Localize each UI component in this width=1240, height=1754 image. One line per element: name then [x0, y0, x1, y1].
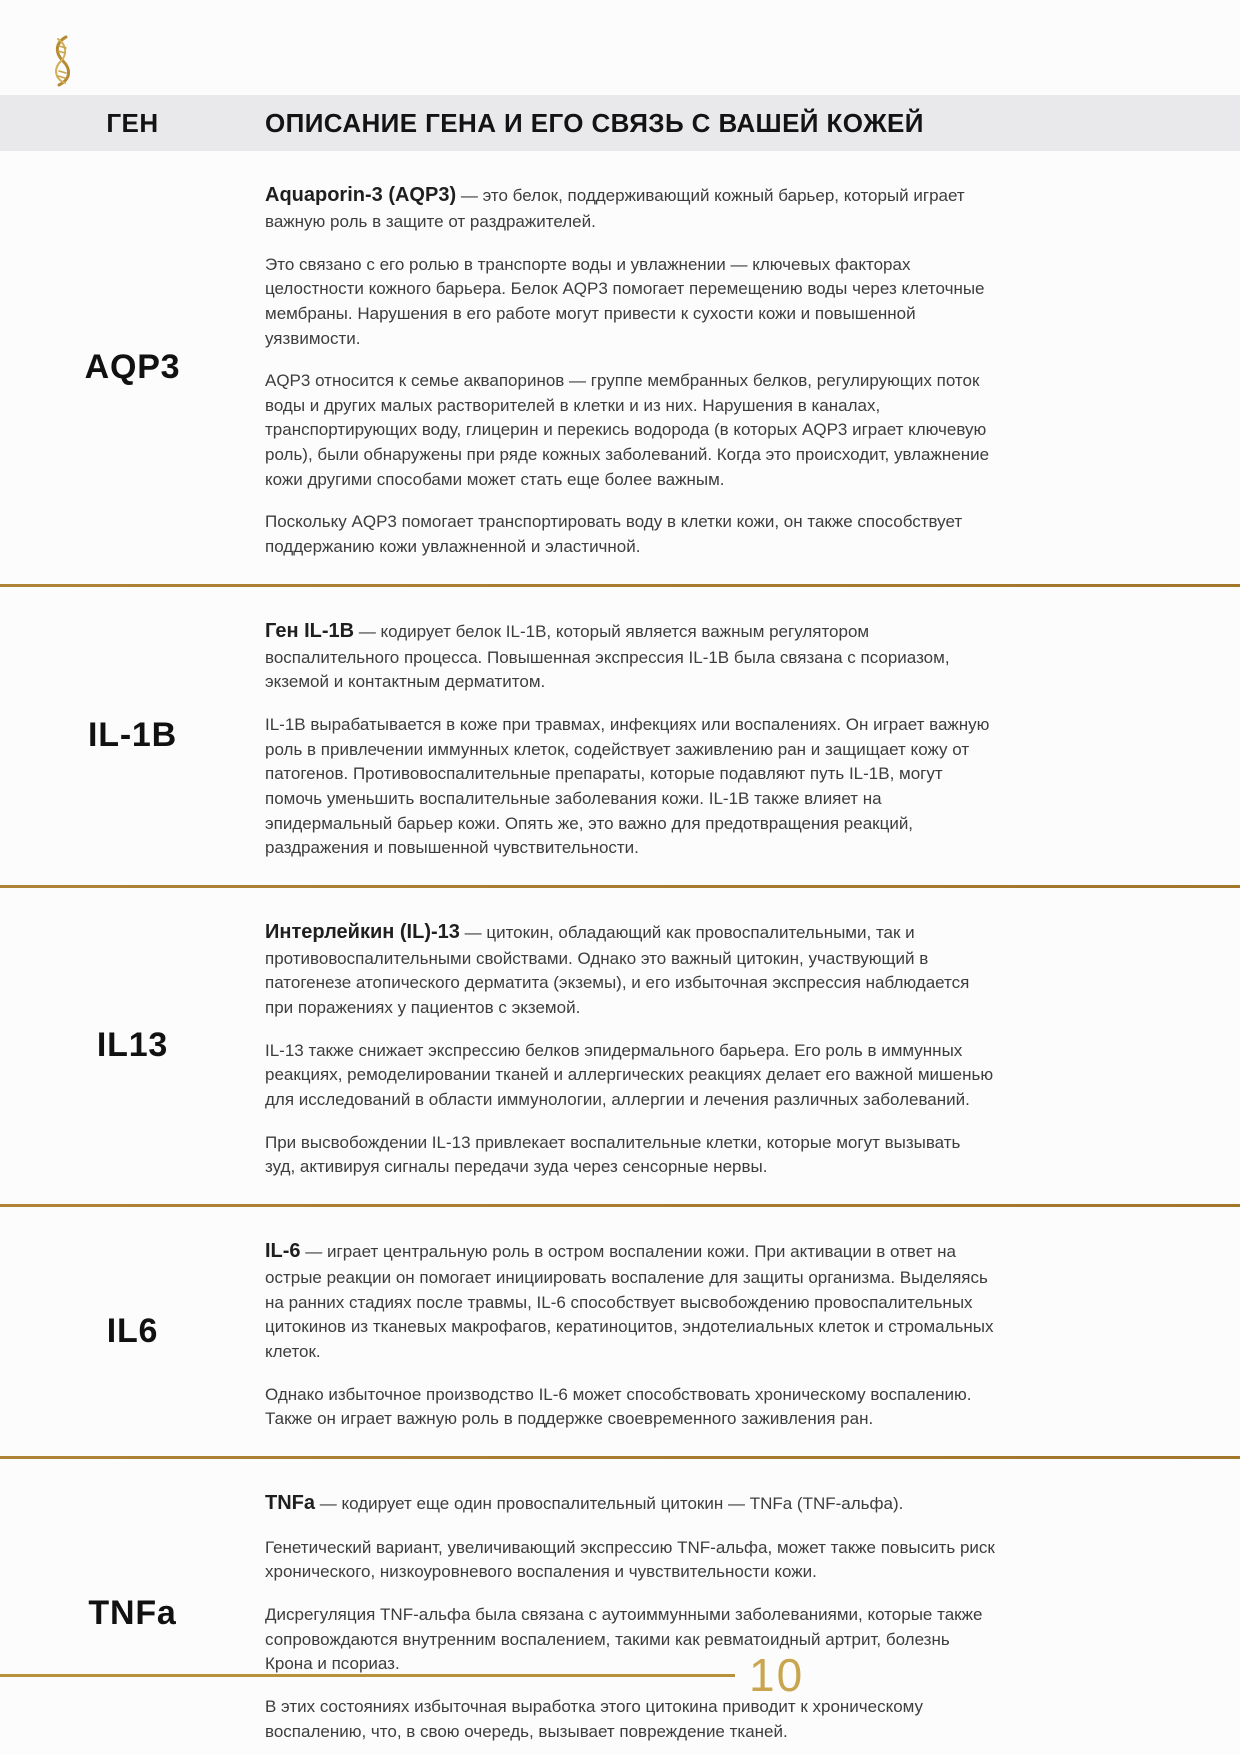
gene-name-cell	[0, 1207, 265, 1456]
paragraph-text: Однако избыточное производство IL-6 может способствовать хроническому воспалению. Также он играет важную роль в поддержке своевременного заживления ран.	[265, 1384, 972, 1429]
paragraph-text: — играет центральную роль в остром воспалении кожи. При активации в ответ на острые реакции он помогает инициировать воспаление для защиты организма. Выделяясь на ранних стадиях после травмы, IL-6 способствует высвобождению провоспалительных цитокинов из тканевых макрофагов, кератиноцитов, эндотелиальных клеток и стромальных клеток.	[265, 1241, 994, 1361]
description-paragraph	[265, 1131, 995, 1180]
paragraph-text: — кодирует белок IL-1B, который является важным регулятором воспалительного процесса. Повышенная экспрессия IL-1B была связана с псориазом, экземой и контактным дерматитом.	[265, 621, 950, 692]
dna-helix-logo-icon	[46, 34, 78, 88]
gene-section-il6	[0, 1207, 1240, 1456]
gene-column-header: ГЕН	[106, 107, 159, 138]
paragraph-text: AQP3 относится к семье аквапоринов — группе мембранных белков, регулирующих поток воды и других малых растворителей в клетки и из них. Нарушения в каналах, транспортирующих воду, глицерин и перекись водорода (в которых AQP3 играет ключевую роль), были обнаружены при ряде кожных заболеваний. Когда это происходит, увлажнение кожи другими способами может стать еще более важным.	[265, 371, 990, 489]
paragraph-text: Дисрегуляция TNF-альфа была связана с аутоиммунными заболеваниями, которые также сопровождаются внутренним воспалением, такими как ревматоидный артрит, болезнь Крона и псориаз.	[265, 1605, 983, 1674]
description-paragraph	[265, 1489, 995, 1518]
gene-section-tnfa	[0, 1459, 1240, 1754]
gene-name: IL-1B	[88, 716, 177, 755]
description-paragraph	[265, 1383, 995, 1432]
paragraph-text: Это связано с его ролью в транспорте воды и увлажнении — ключевых факторах целостности кожного барьера. Белок AQP3 помогает перемещению воды через клеточные мембраны. Нарушения в его работе могут привести к сухости кожи и повышенной уязвимости.	[265, 254, 985, 348]
page-footer	[0, 1648, 1240, 1702]
paragraph-text: — цитокин, обладающий как провоспалительными, так и противовоспалительными свойствами. Однако это важный цитокин, участвующий в патогенезе атопического дерматита (экземы), и его избыточная экспрессия наблюдается при поражениях у пациентов с экземой.	[265, 922, 970, 1018]
paragraph-text: IL-13 также снижает экспрессию белков эпидермального барьера. Его роль в иммунных реакциях, ремоделировании тканей и аллергических реакциях делает его важной мишенью для исследований в области иммунологии, аллергии и лечения различных заболеваний.	[265, 1040, 994, 1110]
gene-name-cell	[0, 151, 265, 584]
paragraph-lead: Интерлейкин (IL)-13	[265, 920, 460, 943]
table-header-row	[0, 95, 1240, 151]
description-paragraph	[265, 1237, 995, 1365]
description-paragraph	[265, 369, 995, 492]
paragraph-text: Генетический вариант, увеличивающий экспрессию TNF-альфа, может также повысить риск хронического, низкоуровневого воспаления и чувствительности кожи.	[265, 1537, 995, 1582]
paragraph-text: — это белок, поддерживающий кожный барьер, который играет важную роль в защите от раздражителей.	[265, 186, 965, 231]
gene-section-aqp3	[0, 151, 1240, 584]
gene-section-il13	[0, 888, 1240, 1204]
gene-name-cell	[0, 1459, 265, 1754]
gene-description-cell	[265, 151, 995, 584]
gene-name-cell	[0, 587, 265, 885]
description-paragraph	[265, 617, 995, 695]
description-paragraph	[265, 181, 995, 235]
paragraph-text: — кодирует еще один провоспалительный цитокин — TNFa (TNF-альфа).	[315, 1493, 904, 1513]
gene-description-cell	[265, 888, 995, 1204]
paragraph-text: В этих состояниях избыточная выработка этого цитокина приводит к хроническому воспалению, что, в свою очередь, вызывает повреждение тканей.	[265, 1696, 924, 1741]
gene-name: IL6	[106, 1311, 159, 1350]
gene-description-cell	[265, 587, 995, 885]
paragraph-lead: Ген IL-1B	[265, 619, 355, 642]
gene-name: IL13	[96, 1026, 169, 1065]
gene-name: AQP3	[84, 347, 181, 386]
description-column-header: ОПИСАНИЕ ГЕНА И ЕГО СВЯЗЬ С ВАШЕЙ КОЖЕЙ	[265, 107, 924, 138]
description-paragraph	[265, 253, 995, 352]
paragraph-text: IL-1B вырабатывается в коже при травмах, инфекциях или воспалениях. Он играет важную роль в привлечении иммунных клеток, содействует заживлению ран и защищает кожу от патогенов. Противовоспалительные препараты, которые подавляют путь IL-1B, могут помочь уменьшить воспалительные заболевания кожи. IL-1B также влияет на эпидермальный барьер кожи. Опять же, это важно для предотвращения реакций, раздражения и повышенной чувствительности.	[265, 714, 990, 858]
paragraph-text: Поскольку AQP3 помогает транспортировать воду в клетки кожи, он также способствует поддержанию кожи увлажненной и эластичной.	[265, 512, 963, 557]
page-top-margin	[0, 0, 1240, 95]
description-paragraph	[265, 510, 995, 559]
paragraph-lead: TNFa	[265, 1491, 315, 1514]
paragraph-lead: Aquaporin-3 (AQP3)	[265, 184, 457, 206]
gene-description-cell	[265, 1459, 995, 1754]
paragraph-text: При высвобождении IL-13 привлекает воспалительные клетки, которые могут вызывать зуд, активируя сигналы передачи зуда через сенсорные нервы.	[265, 1132, 961, 1177]
gene-description-cell	[265, 1207, 995, 1456]
description-paragraph	[265, 1695, 995, 1744]
description-paragraph	[265, 918, 995, 1021]
description-paragraph	[265, 1039, 995, 1113]
description-paragraph	[265, 713, 995, 861]
gene-section-il1b	[0, 587, 1240, 885]
description-paragraph	[265, 1536, 995, 1585]
footer-gold-line	[0, 1674, 735, 1677]
gene-name-cell	[0, 888, 265, 1204]
paragraph-lead: IL-6	[265, 1239, 301, 1262]
page-number: 10	[749, 1649, 805, 1701]
gene-name: TNFa	[88, 1594, 177, 1633]
